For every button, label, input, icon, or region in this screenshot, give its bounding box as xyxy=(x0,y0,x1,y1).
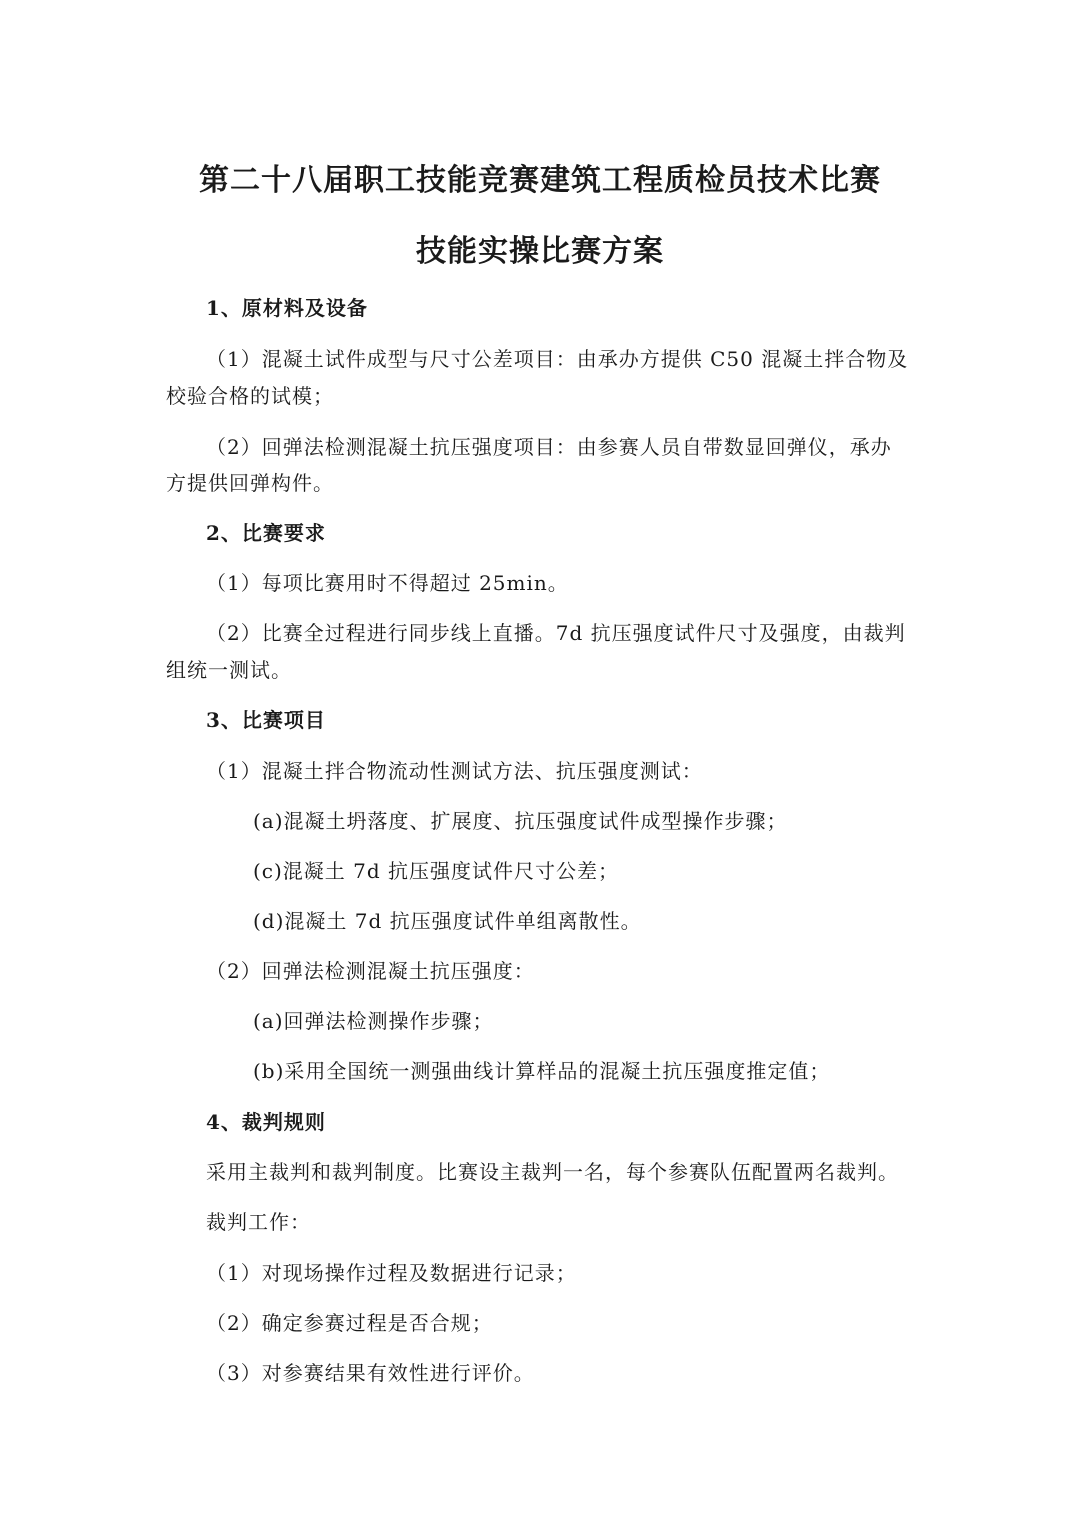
section-3-item-1d: (d)混凝土 7d 抗压强度试件单组离散性。 xyxy=(253,909,642,933)
document-title-line2: 技能实操比赛方案 xyxy=(416,234,664,269)
document-title-line1: 第二十八届职工技能竞赛建筑工程质检员技术比赛 xyxy=(199,163,881,198)
section-3-item-2a: (a)回弹法检测操作步骤； xyxy=(253,1009,494,1033)
section-4-paragraph-2: 裁判工作： xyxy=(206,1210,311,1234)
section-1-paragraph-2-line-1: （2）回弹法检测混凝土抗压强度项目：由参赛人员自带数显回弹仪，承办 xyxy=(206,435,892,459)
section-1-paragraph-2-line-2: 方提供回弹构件。 xyxy=(166,471,334,495)
section-4-heading: 4、裁判规则 xyxy=(206,1110,326,1134)
section-3-heading: 3、比赛项目 xyxy=(206,708,326,732)
section-3-item-1: （1）混凝土拌合物流动性测试方法、抗压强度测试： xyxy=(206,759,703,783)
section-2-paragraph-1: （1）每项比赛用时不得超过 25min。 xyxy=(206,571,569,595)
section-4-item-3: （3）对参赛结果有效性进行评价。 xyxy=(206,1361,535,1385)
section-3-item-1a: (a)混凝土坍落度、扩展度、抗压强度试件成型操作步骤； xyxy=(253,809,788,833)
section-4-item-1: （1）对现场操作过程及数据进行记录； xyxy=(206,1261,577,1285)
section-3-item-2b: (b)采用全国统一测强曲线计算样品的混凝土抗压强度推定值； xyxy=(253,1059,831,1083)
section-1-heading: 1、原材料及设备 xyxy=(206,296,368,320)
section-2-paragraph-2-line-1: （2）比赛全过程进行同步线上直播。7d 抗压强度试件尺寸及强度，由裁判 xyxy=(206,621,906,645)
section-4-item-2: （2）确定参赛过程是否合规； xyxy=(206,1311,493,1335)
section-3-item-1c: (c)混凝土 7d 抗压强度试件尺寸公差； xyxy=(253,859,620,883)
section-3-item-2: （2）回弹法检测混凝土抗压强度： xyxy=(206,959,535,983)
section-4-paragraph-1: 采用主裁判和裁判制度。比赛设主裁判一名，每个参赛队伍配置两名裁判。 xyxy=(206,1160,899,1184)
section-1-paragraph-1-line-2: 校验合格的试模； xyxy=(166,384,334,408)
section-1-paragraph-1-line-1: （1）混凝土试件成型与尺寸公差项目：由承办方提供 C50 混凝土拌合物及 xyxy=(206,347,909,371)
section-2-paragraph-2-line-2: 组统一测试。 xyxy=(166,658,292,682)
section-2-heading: 2、比赛要求 xyxy=(206,521,326,545)
